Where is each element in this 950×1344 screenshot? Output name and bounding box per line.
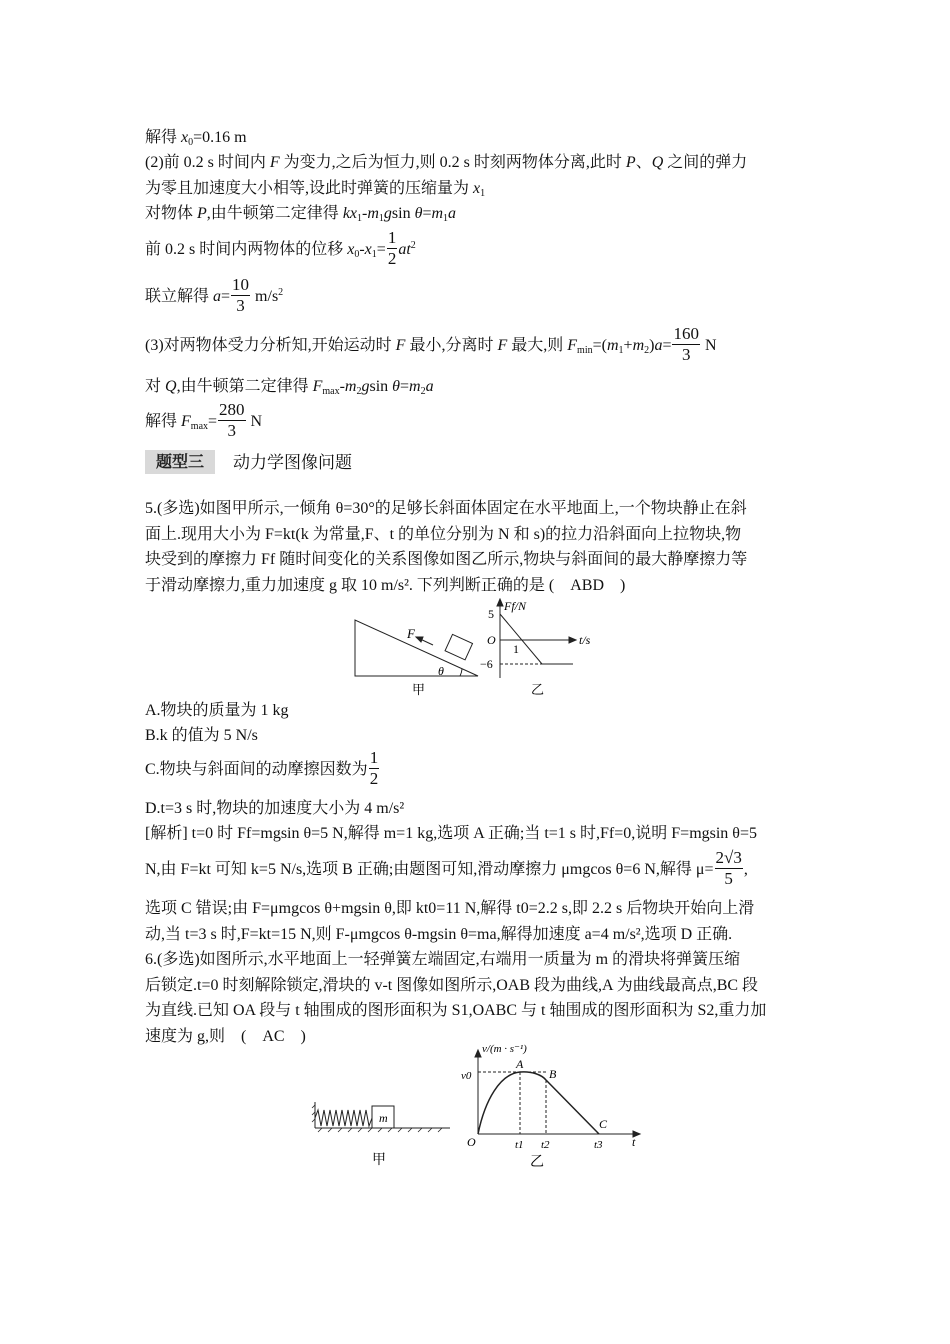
q5-figure — [340, 598, 610, 698]
q5-option-c: C.物块与斜面间的动摩擦因数为 $\frac{1}{2}$ — [145, 748, 379, 788]
x-tick-1: 1 — [513, 642, 519, 656]
caption-right-6: 乙 — [530, 1155, 544, 1170]
ff-line-rising — [500, 614, 542, 664]
line-bc — [546, 1080, 599, 1134]
block-on-incline — [445, 634, 472, 660]
q5-line3: 块受到的摩擦力 Ff 随时间变化的关系图像如图乙所示,物块与斜面间的最大静摩擦力等 — [145, 551, 748, 568]
origin-label: O — [487, 633, 496, 647]
section-tag: 题型三 — [145, 450, 215, 474]
force-label: F — [407, 626, 415, 641]
q6-line1: 6.(多选)如图所示,水平地面上一轻弹簧左端固定,右端用一质量为 m 的滑块将弹簧压缩 — [145, 951, 741, 968]
curve-oab — [478, 1072, 546, 1134]
y-tick-neg6: −6 — [480, 657, 493, 671]
y-tick-5: 5 — [488, 607, 494, 621]
q6-line2: 后锁定.t=0 时刻解除锁定,滑块的 v-t 图像如图所示,OAB 段为曲线,A 为曲线最高点,BC 段 — [145, 977, 759, 994]
solution-part3: (3)对两物体受力分析知,开始运动时 F 最小,分离时 F 最大,则 $F_{min}=(m_1+m_2)a=$ $\frac{160}{3}$ N — [145, 324, 717, 364]
solution-newton-q: 对 Q,由牛顿第二定律得 $F_{max}-m_2gsin$ $\theta=m_2a$ — [145, 378, 434, 397]
point-c: C — [599, 1117, 608, 1131]
angle-arc — [460, 669, 462, 676]
point-b: B — [549, 1067, 557, 1081]
q5-analysis-line4: 动,当 t=3 s 时,F=kt=15 N,则 F-μmgcos θ-mgsin θ=ma,解得加速度 a=4 m/s²,选项 D 正确. — [145, 926, 733, 943]
solution-displacement: 前 0.2 s 时间内两物体的位移 $x_0-x_1=$ $\frac{1}{2}$ $at^2$ — [145, 228, 416, 268]
v-axis-label: v/(m · s⁻¹) — [482, 1043, 527, 1055]
t1-label: t1 — [515, 1139, 524, 1151]
q5-option-b: B.k 的值为 5 N/s — [145, 727, 258, 744]
q6-line4: 速度为 g,则 ( AC ) — [145, 1028, 306, 1045]
q5-line4: 于滑动摩擦力,重力加速度 g 取 10 m/s². 下列判断正确的是 ( ABD ) — [145, 577, 626, 594]
t3-label: t3 — [594, 1139, 603, 1151]
q5-analysis-line2: N,由 F=kt 可知 k=5 N/s,选项 B 正确;由题图可知,滑动摩擦力 μmgcos θ=6 N,解得 μ= $\frac{2√3}{5}$ , — [145, 848, 748, 888]
q6-vt-graph — [475, 1050, 640, 1137]
solution-newton-p: 对物体 P,由牛顿第二定律得 $kx_1-m_1gsin$ $\theta=m_1a$ — [145, 205, 457, 224]
y-axis-label: Ff/N — [504, 599, 527, 613]
x-axis-arrow — [569, 637, 576, 643]
solution-x0: 解得 $x_0=0.16$ m — [145, 129, 247, 148]
q5-incline-diagram — [355, 620, 478, 676]
solution-part2-line1: (2)前 0.2 s 时间内 F 为变力,之后为恒力,则 0.2 s 时刻两物体分离,此时 P、Q 之间的弹力 — [145, 154, 748, 171]
origin-o: O — [467, 1135, 476, 1149]
q5-option-d: D.t=3 s 时,物块的加速度大小为 4 m/s² — [145, 800, 405, 817]
q5-option-a: A.物块的质量为 1 kg — [145, 702, 289, 719]
block-mass-label: m — [379, 1111, 388, 1125]
caption-left-6: 甲 — [372, 1153, 386, 1168]
t-axis-label: t — [632, 1135, 636, 1149]
section-title: 动力学图像问题 — [233, 453, 352, 473]
q6-line3: 为直线.已知 OA 段与 t 轴围成的图形面积为 S1,OABC 与 t 轴围成的图形面积为 S2,重力加 — [145, 1002, 767, 1019]
caption-left: 甲 — [412, 682, 426, 697]
solution-solve-a: 联立解得 a= $\frac{10}{3}$ $m/s^2$ — [145, 275, 284, 315]
q5-analysis-line1: [解析] t=0 时 Ff=mgsin θ=5 N,解得 m=1 kg,选项 A 正确;当 t=1 s 时,Ff=0,说明 F=mgsin θ=5 — [145, 825, 757, 842]
x-axis-label: t/s — [579, 633, 591, 647]
spring — [315, 1110, 372, 1126]
q5-analysis-line3: 选项 C 错误;由 F=μmgcos θ+mgsin θ,即 kt0=11 N,解得 t0=2.2 s,即 2.2 s 后物块开始向上滑 — [145, 900, 755, 917]
caption-right: 乙 — [531, 682, 545, 697]
force-arrow-head — [416, 637, 423, 642]
angle-label: θ — [438, 664, 444, 678]
t2-label: t2 — [541, 1139, 550, 1151]
point-a: A — [516, 1057, 524, 1071]
v0-label: v0 — [461, 1070, 472, 1082]
y-axis-arrow — [497, 599, 503, 606]
q6-figure — [310, 1040, 650, 1175]
q5-line1: 5.(多选)如图甲所示,一倾角 θ=30°的足够长斜面体固定在水平地面上,一个物块静止在斜 — [145, 500, 747, 517]
q5-line2: 面上.现用大小为 F=kt(k 为常量,F、t 的单位分别为 N 和 s)的拉力沿斜面向上拉物块,物 — [145, 526, 742, 543]
solution-part2-line2: 为零且加速度大小相等,设此时弹簧的压缩量为 $x_1$ — [145, 180, 486, 199]
v-axis-arrow — [475, 1050, 481, 1057]
solution-fmax: 解得 $F_{max}=$ $\frac{280}{3}$ N — [145, 400, 263, 440]
